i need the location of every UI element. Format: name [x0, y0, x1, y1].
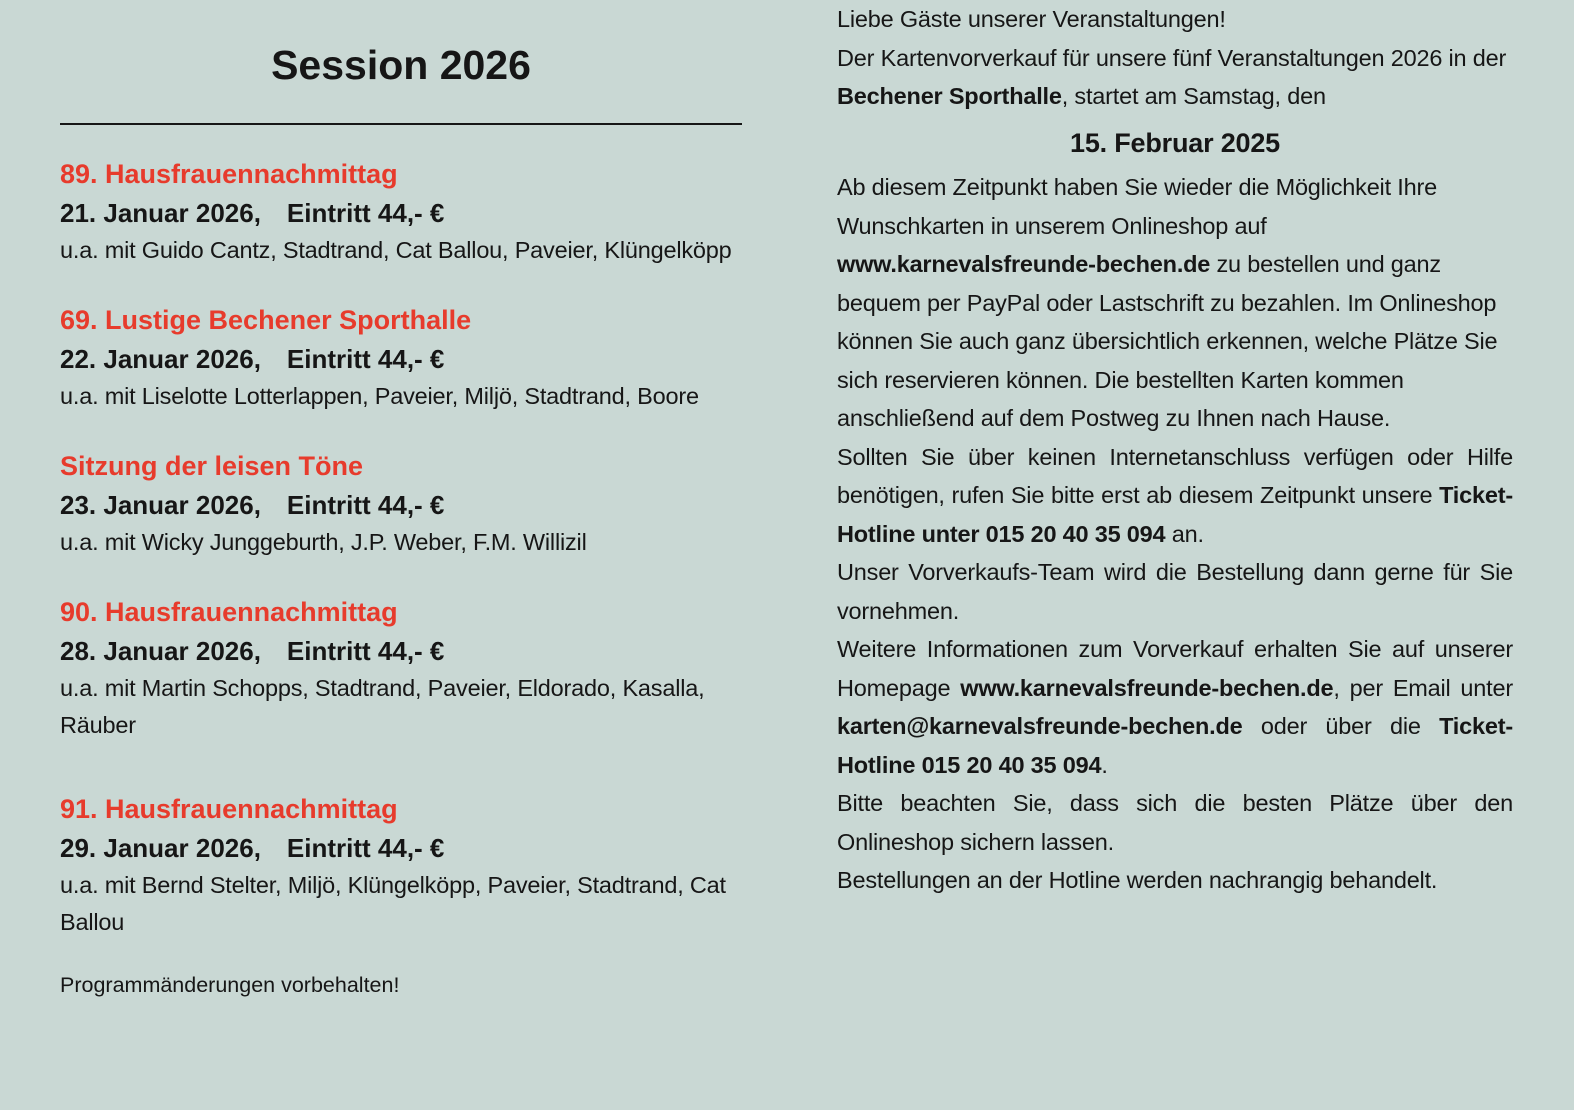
- body-text: Ab diesem Zeitpunkt haben Sie wieder die Möglichkeit Ihre Wunschkarten in unserem Onlineshop auf: [837, 174, 1437, 239]
- event-lineup: u.a. mit Guido Cantz, Stadtrand, Cat Ballou, Paveier, Klüngelköpp: [60, 237, 732, 263]
- event-price: Eintritt 44,- €: [286, 344, 445, 374]
- body-text: Weitere Informationen zum Vorverkauf erhalten Sie auf unserer Homepage: [837, 636, 1513, 701]
- page-title: Session 2026: [271, 42, 531, 88]
- ticket-hotline-number: Ticket-Hotline 015 20 40 35 094: [837, 713, 1513, 778]
- event-price: Eintritt 44,- €: [286, 490, 445, 520]
- body-text: oder über die: [1242, 713, 1440, 739]
- event-list: [60, 155, 742, 941]
- event-price: Eintritt 44,- €: [286, 198, 445, 228]
- email-address: karten@karnevalsfreunde-bechen.de: [837, 713, 1243, 739]
- event-block-90-hausfrauennachmittag: [60, 593, 742, 744]
- body-text: an.: [1165, 520, 1204, 547]
- event-price: Eintritt 44,- €: [286, 833, 445, 863]
- shop-url: www.karnevalsfreunde-bechen.de: [837, 251, 1211, 277]
- event-date: 22. Januar 2026,: [60, 344, 261, 374]
- divider-line: [60, 123, 742, 125]
- event-date: 28. Januar 2026,: [60, 636, 261, 666]
- event-lineup: u.a. mit Bernd Stelter, Miljö, Klüngelköpp, Paveier, Stadtrand, Cat Ballou: [60, 872, 726, 935]
- info-column: [837, 0, 1513, 900]
- event-block-69-lustige-bechener-sporthalle: [60, 301, 742, 415]
- presale-intro-paragraph: [837, 39, 1513, 116]
- event-lineup: u.a. mit Liselotte Lotterlappen, Paveier, Miljö, Stadtrand, Boore: [60, 383, 699, 409]
- event-date-line: [60, 340, 742, 378]
- event-price: Eintritt 44,- €: [286, 636, 445, 666]
- event-date-line: [60, 829, 742, 867]
- event-date-line: [60, 632, 742, 670]
- event-date-line: [60, 486, 742, 524]
- body-text: , per Email unter: [1333, 674, 1513, 701]
- hotline-priority-paragraph: Bestellungen an der Hotline werden nachrangig behandelt.: [837, 867, 1438, 893]
- presale-start-date: 15. Februar 2025: [1070, 127, 1280, 158]
- event-lineup: u.a. mit Martin Schopps, Stadtrand, Paveier, Eldorado, Kasalla, Räuber: [60, 675, 705, 738]
- homepage-url: www.karnevalsfreunde-bechen.de: [960, 674, 1334, 701]
- venue-name: Bechener Sporthalle: [837, 83, 1062, 109]
- event-block-sitzung-der-leisen-toene: [60, 447, 742, 561]
- event-lineup: u.a. mit Wicky Junggeburth, J.P. Weber, F.M. Willizil: [60, 529, 587, 555]
- event-date: 21. Januar 2026,: [60, 198, 261, 228]
- intro-text: Der Kartenvorverkauf für unsere fünf Veranstaltungen 2026 in der: [837, 44, 1507, 71]
- program-change-note: Programmänderungen vorbehalten!: [60, 973, 400, 997]
- body-text: Sollten Sie über keinen Internetanschluss verfügen oder Hilfe benötigen, rufen Sie bitte erst ab diesem Zeitpunkt unsere: [837, 443, 1513, 508]
- hotline-paragraph: [837, 438, 1513, 554]
- event-block-89-hausfrauennachmittag: [60, 155, 742, 269]
- body-text: zu bestellen und ganz bequem per PayPal oder Lastschrift zu bezahlen. Im Onlineshop können Sie auch ganz übersichtlich erkennen, welche Plätze Sie sich reservieren können. Die bestellten Karten kommen anschließend auf dem Postweg zu Ihnen nach Hause.: [837, 251, 1498, 431]
- event-title: 90. Hausfrauennachmittag: [60, 597, 398, 627]
- body-text: .: [1101, 751, 1108, 778]
- onlineshop-paragraph: [837, 168, 1513, 438]
- program-column: [60, 0, 742, 998]
- event-date-line: [60, 194, 742, 232]
- event-title: 89. Hausfrauennachmittag: [60, 159, 398, 189]
- event-date: 29. Januar 2026,: [60, 833, 261, 863]
- team-paragraph: Unser Vorverkaufs-Team wird die Bestellung dann gerne für Sie vornehmen.: [837, 559, 1513, 624]
- event-title: Sitzung der leisen Töne: [60, 451, 364, 481]
- event-date: 23. Januar 2026,: [60, 490, 261, 520]
- event-block-91-hausfrauennachmittag: [60, 790, 742, 941]
- intro-text: , startet am Samstag, den: [1061, 83, 1326, 109]
- event-title: 91. Hausfrauennachmittag: [60, 794, 398, 824]
- best-seats-paragraph: Bitte beachten Sie, dass sich die besten Plätze über den Onlineshop sichern lassen.: [837, 790, 1513, 855]
- more-info-paragraph: [837, 630, 1513, 784]
- greeting-line: Liebe Gäste unserer Veranstaltungen!: [837, 6, 1226, 32]
- ticket-hotline-number: Ticket-Hotline unter 015 20 40 35 094: [837, 482, 1513, 547]
- event-title: 69. Lustige Bechener Sporthalle: [60, 305, 472, 335]
